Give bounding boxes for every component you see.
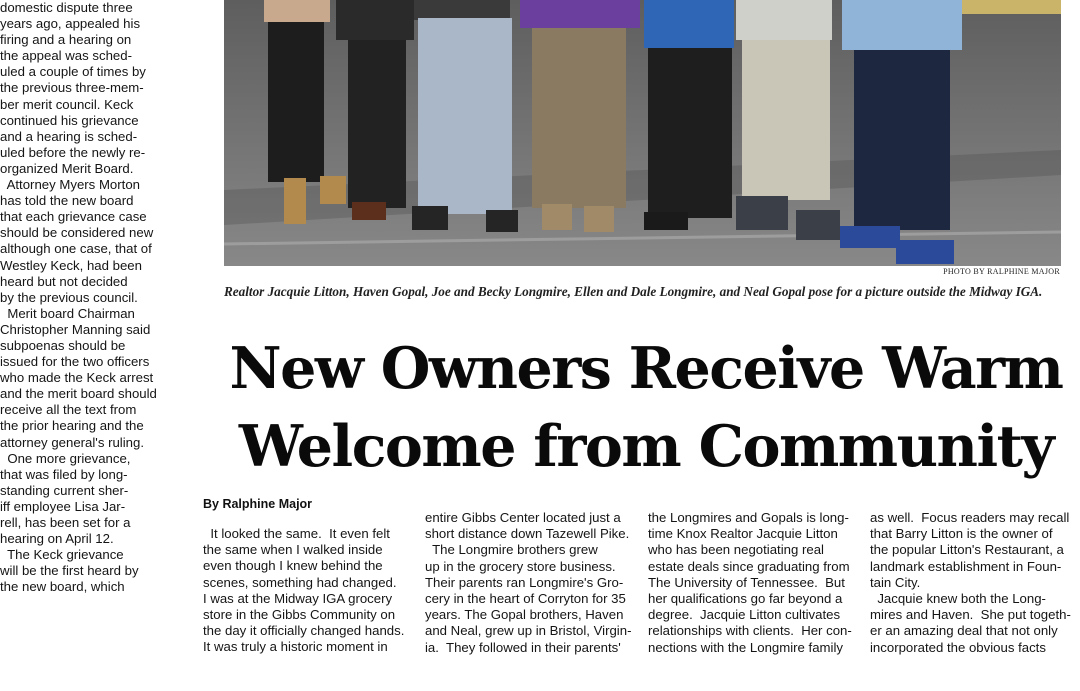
article-column-1 bbox=[203, 526, 416, 691]
text-line: scenes, something had changed. bbox=[203, 574, 397, 590]
text-line: heard but not decided bbox=[0, 273, 128, 289]
text-line: by the previous council. bbox=[0, 289, 138, 305]
text-line: landmark establishment in Foun- bbox=[870, 558, 1062, 574]
text-line: years ago, appealed his bbox=[0, 16, 141, 32]
text-line: relationships with clients. Her con- bbox=[648, 623, 852, 639]
text-line: her qualifications go far beyond a bbox=[648, 591, 843, 607]
text-line: It looked the same. It even felt bbox=[203, 526, 390, 541]
text-line: organized Merit Board. bbox=[0, 160, 134, 176]
headline-line: New Owners Receive Warm bbox=[229, 335, 1063, 402]
text-line: the same when I walked inside bbox=[203, 542, 383, 558]
text-line: who has been negotiating real bbox=[648, 542, 824, 558]
text-line: ber merit council. Keck bbox=[0, 96, 134, 112]
text-line: Merit board Chairman bbox=[0, 305, 135, 321]
text-line: and the merit board should bbox=[0, 386, 157, 402]
text-line: The University of Tennessee. But bbox=[648, 574, 845, 590]
text-line: years. The Gopal brothers, Haven bbox=[425, 607, 624, 623]
text-line: uled before the newly re- bbox=[0, 144, 146, 160]
text-line: and a hearing is sched- bbox=[0, 128, 138, 144]
text-line: Christopher Manning said bbox=[0, 321, 151, 337]
text-line: short distance down Tazewell Pike. bbox=[425, 526, 630, 542]
text-line: Their parents ran Longmire's Gro- bbox=[425, 574, 624, 590]
text-line: entire Gibbs Center located just a bbox=[425, 510, 621, 525]
text-line: the day it officially changed hands. bbox=[203, 623, 405, 639]
text-line: degree. Jacquie Litton cultivates bbox=[648, 607, 841, 623]
text-line: ia. They followed in their parents' bbox=[425, 639, 621, 655]
photo-credit: PHOTO BY RALPHINE MAJOR bbox=[943, 267, 1060, 276]
text-line: the previous three-mem- bbox=[0, 80, 144, 96]
text-line: Attorney Myers Morton bbox=[0, 177, 140, 193]
text-line: er an amazing deal that not only bbox=[870, 623, 1058, 639]
text-line: One more grievance, bbox=[0, 450, 131, 466]
text-line: continued his grievance bbox=[0, 112, 139, 128]
text-line: the popular Litton's Restaurant, a bbox=[870, 542, 1064, 558]
byline: By Ralphine Major bbox=[203, 497, 313, 511]
text-line: will be the first heard by bbox=[0, 563, 139, 579]
text-line: who made the Keck arrest bbox=[0, 370, 154, 386]
text-line: iff employee Lisa Jar- bbox=[0, 498, 126, 514]
text-line: standing current sher- bbox=[0, 482, 129, 498]
text-line: uled a couple of times by bbox=[0, 64, 146, 80]
text-line: subpoenas should be bbox=[0, 337, 126, 353]
text-line: rell, has been set for a bbox=[0, 515, 131, 530]
text-line: has told the new board bbox=[0, 193, 134, 209]
group-photo-illustration bbox=[224, 0, 1061, 266]
previous-story-column bbox=[0, 0, 172, 675]
text-line: estate deals since graduating from bbox=[648, 558, 850, 574]
group-photo bbox=[224, 0, 1061, 266]
text-line: It was truly a historic moment in bbox=[203, 639, 388, 655]
text-line: hearing on April 12. bbox=[0, 531, 114, 547]
text-line: although one case, that of bbox=[0, 241, 152, 257]
text-line: cery in the heart of Corryton for 35 bbox=[425, 591, 626, 607]
text-line: time Knox Realtor Jacquie Litton bbox=[648, 526, 838, 542]
photo-caption: Realtor Jacquie Litton, Haven Gopal, Joe and Becky Longmire, Ellen and Dale Longmire, and Neal Gopal pose for a picture outside the Midway IGA. bbox=[224, 284, 1043, 299]
text-line: tain City. bbox=[870, 574, 921, 590]
text-line: mires and Haven. She put togeth- bbox=[870, 607, 1071, 623]
text-line: the appeal was sched- bbox=[0, 48, 132, 64]
text-line: receive all the text from bbox=[0, 402, 137, 418]
text-line: up in the grocery store business. bbox=[425, 558, 616, 574]
text-line: the new board, which bbox=[0, 579, 125, 595]
text-line: that was filed by long- bbox=[0, 466, 128, 482]
article-column-3 bbox=[648, 510, 861, 675]
article-column-2 bbox=[425, 510, 638, 675]
headline-line: Welcome from Community bbox=[238, 413, 1054, 480]
headline bbox=[221, 330, 1071, 486]
text-line: store in the Gibbs Community on bbox=[203, 607, 396, 623]
article-column-4 bbox=[870, 510, 1080, 675]
text-line: I was at the Midway IGA grocery bbox=[203, 590, 393, 606]
text-line: the Longmires and Gopals is long- bbox=[648, 510, 849, 525]
text-line: should be considered new bbox=[0, 225, 154, 241]
text-line: the prior hearing and the bbox=[0, 418, 144, 434]
text-line: domestic dispute three bbox=[0, 0, 133, 15]
text-line: nections with the Longmire family bbox=[648, 639, 843, 655]
text-line: The Longmire brothers grew bbox=[425, 542, 598, 558]
text-line: attorney general's ruling. bbox=[0, 434, 145, 450]
text-line: that each grievance case bbox=[0, 209, 147, 225]
text-line: that Barry Litton is the owner of bbox=[870, 526, 1053, 542]
text-line: Westley Keck, had been bbox=[0, 257, 142, 273]
text-line: Jacquie knew both the Long- bbox=[870, 591, 1046, 607]
text-line: as well. Focus readers may recall bbox=[870, 510, 1070, 525]
text-line: even though I knew behind the bbox=[203, 558, 383, 574]
text-line: incorporated the obvious facts bbox=[870, 639, 1046, 655]
text-line: and Neal, grew up in Bristol, Virgin- bbox=[425, 623, 632, 639]
text-line: firing and a hearing on bbox=[0, 32, 132, 48]
text-line: The Keck grievance bbox=[0, 547, 124, 563]
text-line: issued for the two officers bbox=[0, 354, 150, 370]
